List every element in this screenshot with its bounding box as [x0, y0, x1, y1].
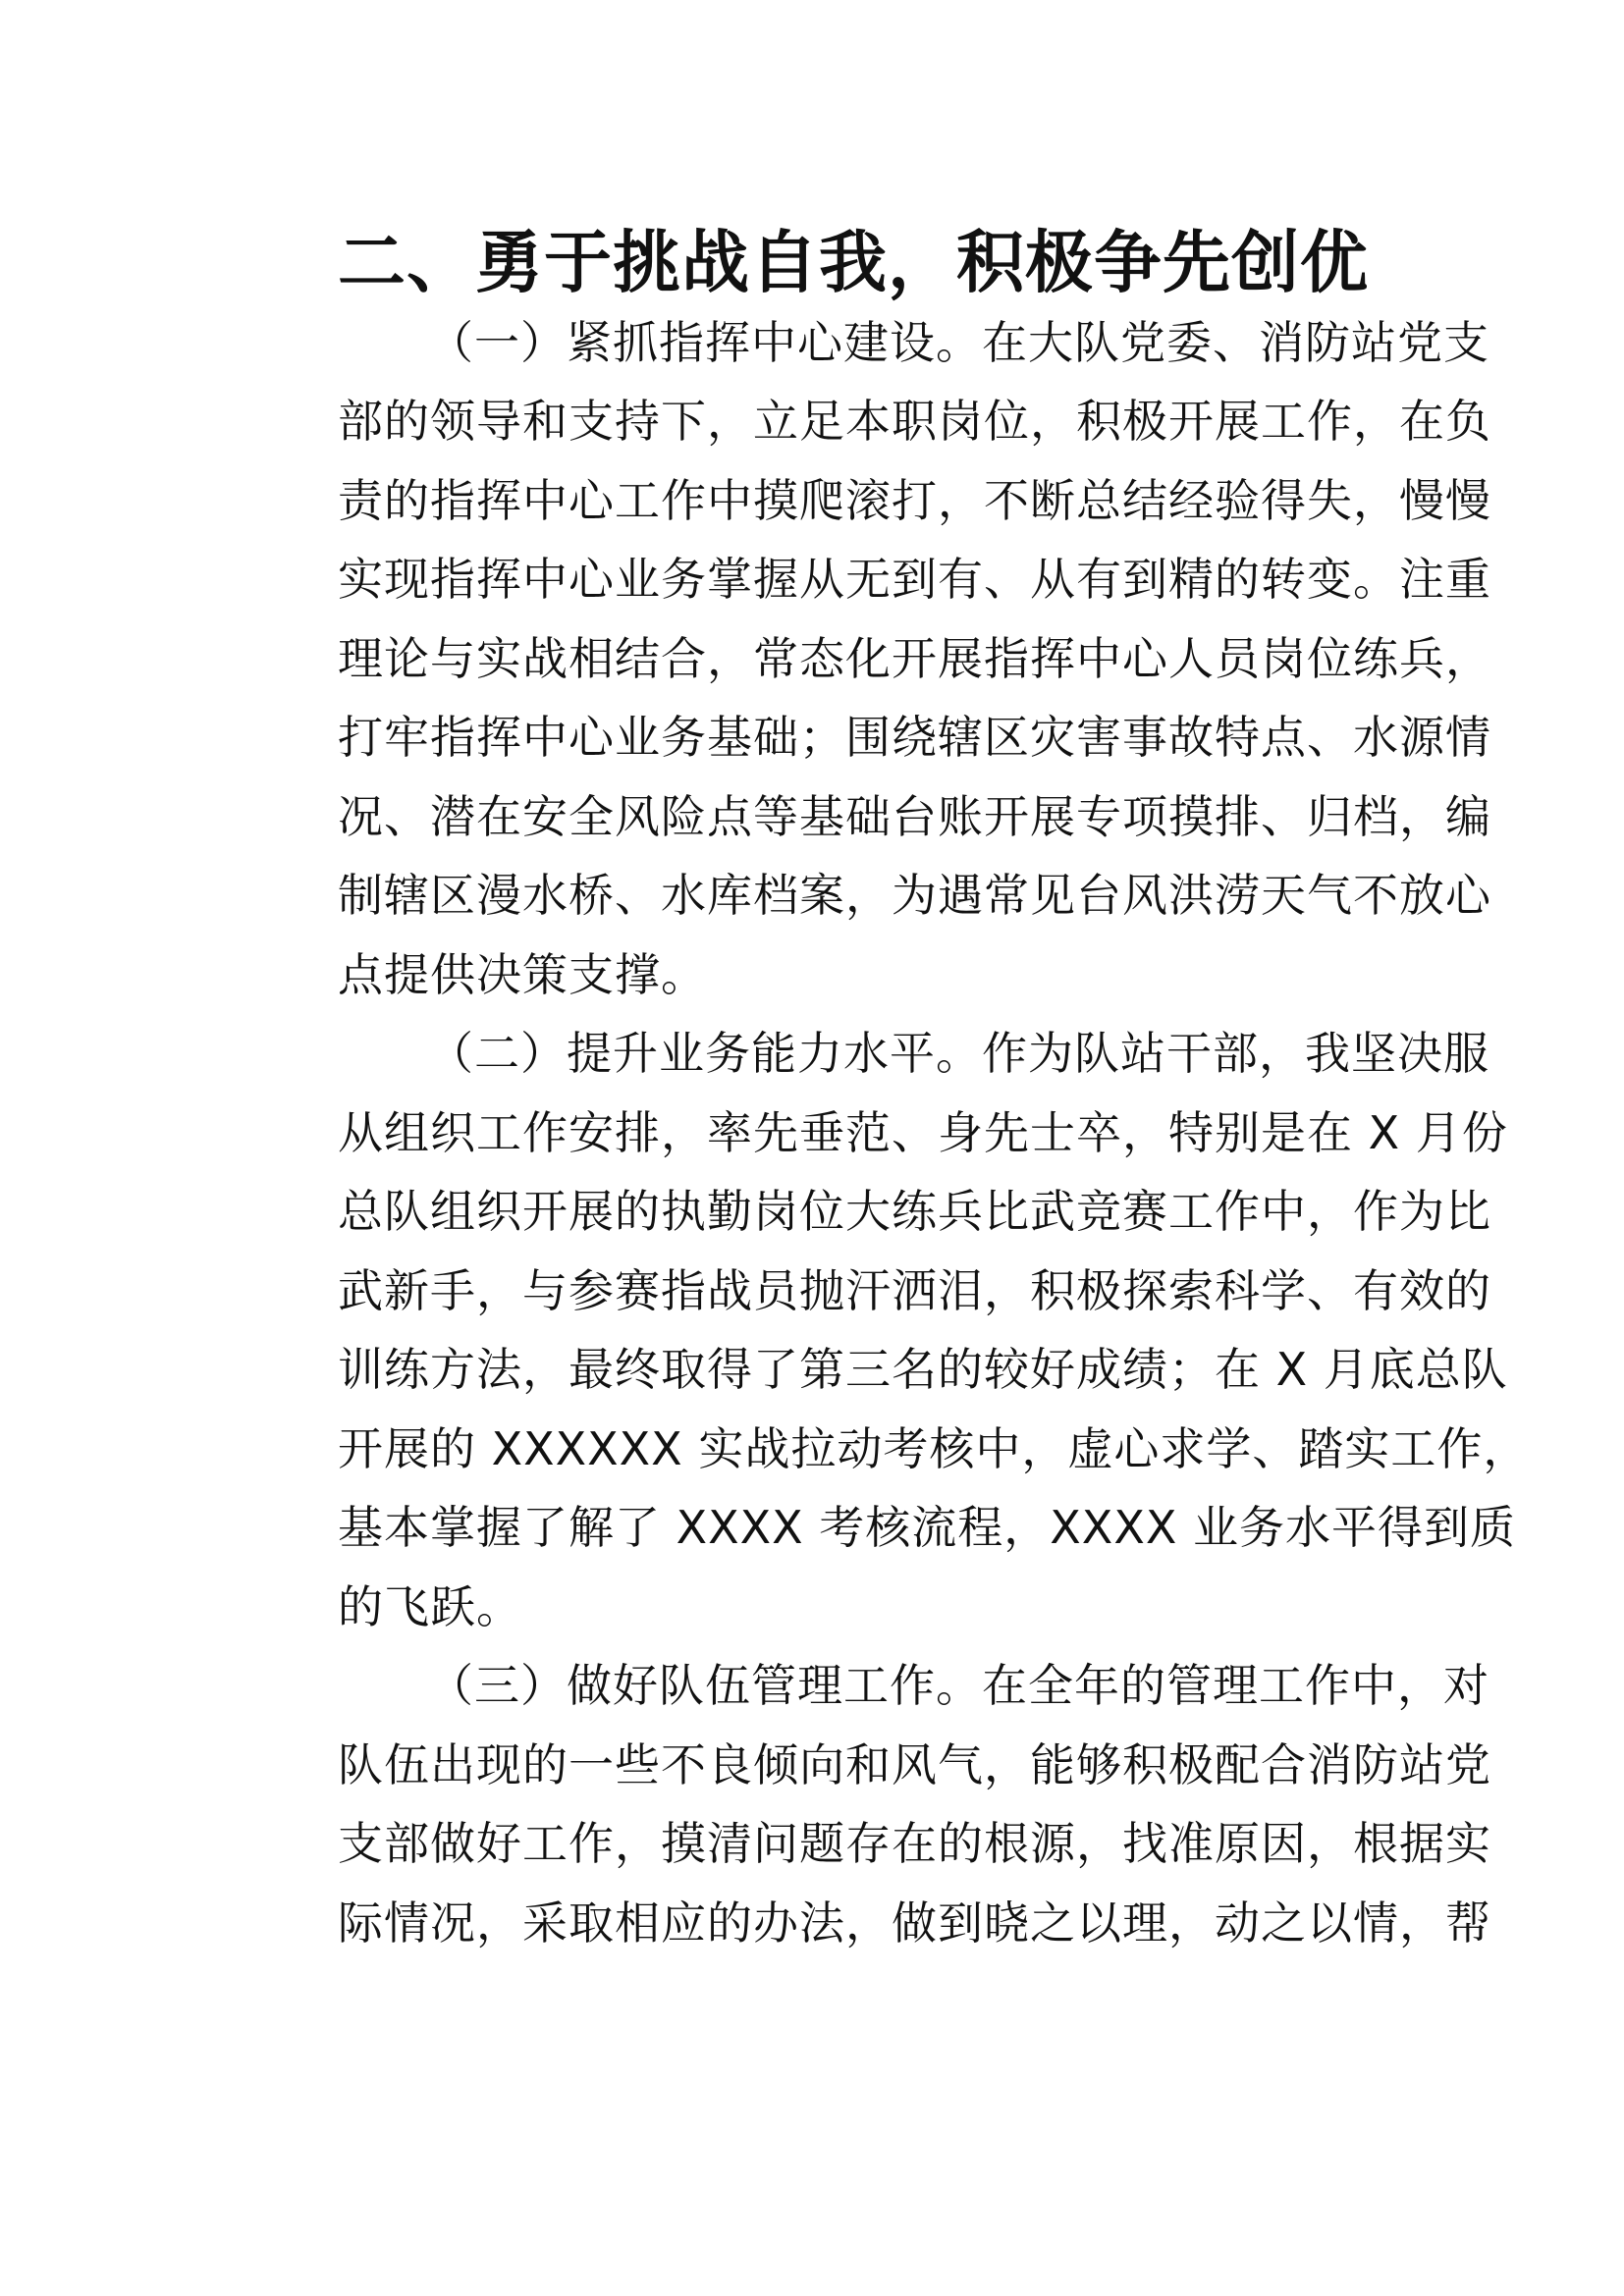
paragraph-line: （一）紧抓指挥中心建设。在大队党委、消防站党支	[428, 315, 1489, 369]
section-heading: 二、勇于挑战自我，积极争先创优	[338, 224, 1369, 302]
paragraph-line: 支部做好工作，摸清问题存在的根源，找准原因，根据实	[338, 1817, 1491, 1870]
paragraph-line: 队伍出现的一些不良倾向和风气，能够积极配合消防站党	[338, 1737, 1491, 1791]
paragraph-line: 从组织工作安排，率先垂范、身先士卒，特别是在 X 月份	[338, 1105, 1508, 1159]
paragraph-line: 点提供决策支撑。	[338, 947, 707, 1001]
paragraph-command-center	[247, 303, 1491, 1015]
paragraph-line: 实现指挥中心业务掌握从无到有、从有到精的转变。注重	[338, 553, 1491, 606]
paragraph-line: （三）做好队伍管理工作。在全年的管理工作中，对	[428, 1659, 1489, 1712]
paragraph-line: 际情况，采取相应的办法，做到晓之以理，动之以情，帮	[338, 1896, 1491, 1949]
paragraph-line: 总队组织开展的执勤岗位大练兵比武竞赛工作中，作为比	[338, 1185, 1491, 1238]
paragraph-line: 部的领导和支持下，立足本职岗位，积极开展工作，在负	[338, 395, 1491, 448]
paragraph-line: （二）提升业务能力水平。作为队站干部，我坚决服	[428, 1027, 1489, 1080]
paragraph-line: 况、潜在安全风险点等基础台账开展专项摸排、归档，编	[338, 789, 1491, 843]
paragraph-line: 打牢指挥中心业务基础；围绕辖区灾害事故特点、水源情	[338, 711, 1491, 764]
paragraph-line: 武新手，与参赛指战员抛汗洒泪，积极探索科学、有效的	[338, 1263, 1491, 1317]
paragraph-line: 的飞跃。	[338, 1579, 522, 1633]
paragraph-line: 开展的 XXXXXX 实战拉动考核中，虚心求学、踏实工作，	[338, 1421, 1530, 1475]
paragraph-line: 制辖区漫水桥、水库档案，为遇常见台风洪涝天气不放心	[338, 869, 1491, 922]
paragraph-line: 训练方法，最终取得了第三名的较好成绩；在 X 月底总队	[338, 1343, 1508, 1396]
paragraph-business-ability	[247, 1014, 1530, 1646]
paragraph-line: 理论与实战相结合，常态化开展指挥中心人员岗位练兵，	[338, 631, 1491, 685]
paragraph-line: 基本掌握了解了 XXXX 考核流程，XXXX 业务水平得到质	[338, 1501, 1516, 1554]
paragraph-line: 责的指挥中心工作中摸爬滚打，不断总结经验得失，慢慢	[338, 473, 1491, 527]
paragraph-team-management	[247, 1646, 1491, 1962]
document-body	[247, 224, 1530, 1962]
